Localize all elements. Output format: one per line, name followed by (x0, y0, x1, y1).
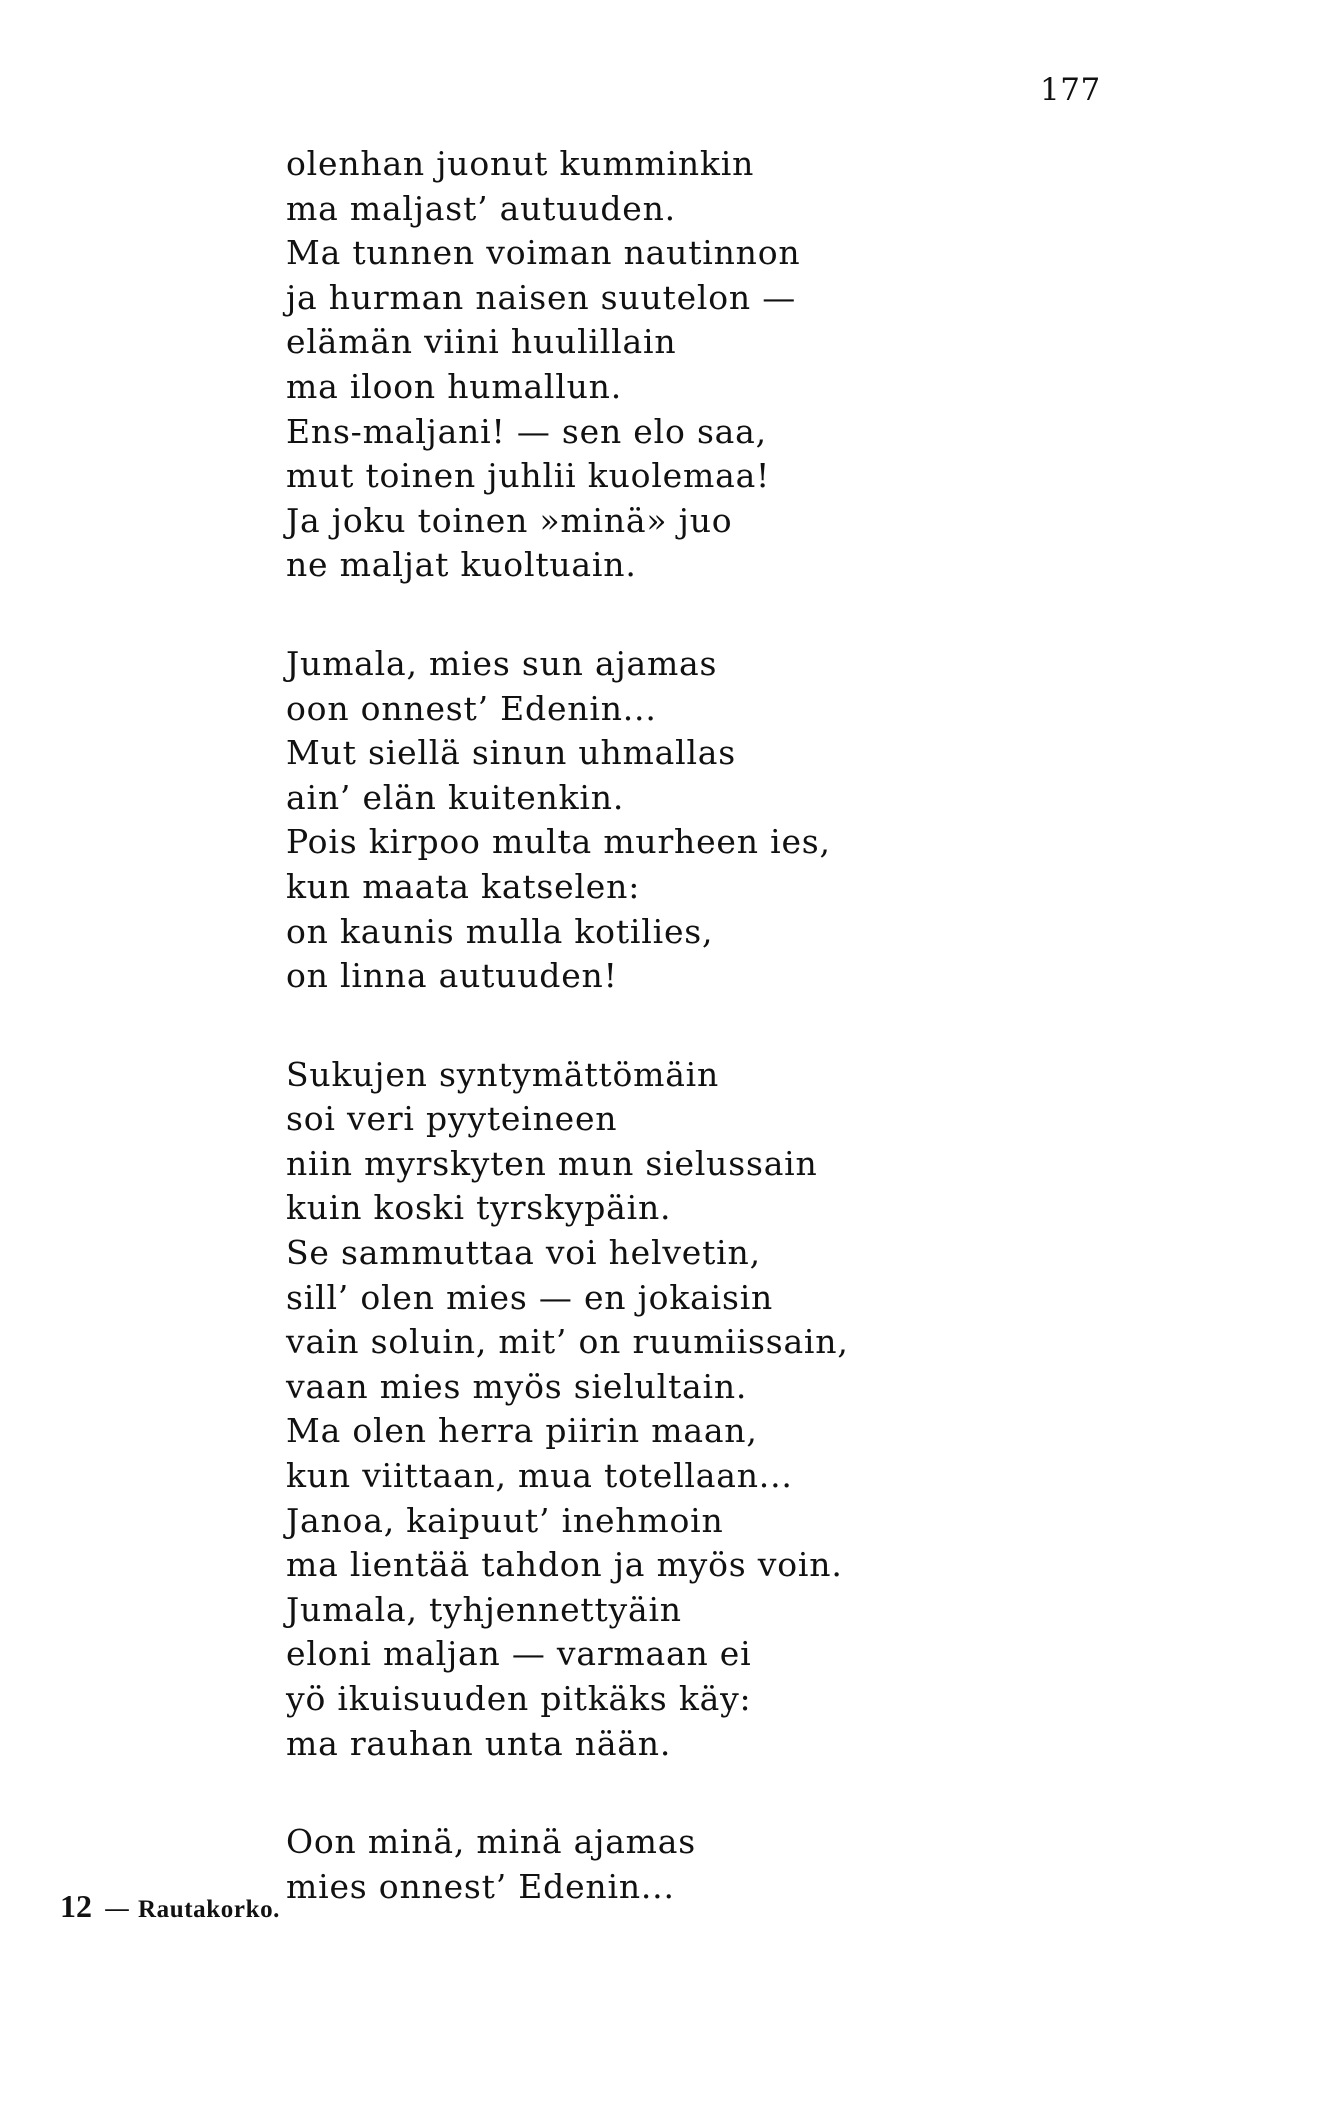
poem-line: vain soluin, mit’ on ruumiissain, (286, 1322, 849, 1362)
poem-line: ma maljast’ autuuden. (286, 188, 676, 228)
poem-line: yö ikuisuuden pitkäks käy: (286, 1679, 752, 1718)
poem-line: ja hurman naisen suutelon — (286, 277, 797, 317)
poem-line: Ja joku toinen »minä» juo (286, 500, 733, 540)
poem-line: ain’ elän kuitenkin. (286, 777, 625, 817)
poem-line: oon onnest’ Edenin... (286, 688, 657, 728)
poem-line: niin myrskyten mun sielussain (286, 1143, 818, 1183)
poem-line: kun viittaan, mua totellaan... (286, 1456, 793, 1496)
poem-line: Pois kirpoo multa murheen ies, (286, 822, 831, 862)
poem-line: elämän viini huulillain (286, 322, 677, 362)
signature-number: 12 (60, 1888, 92, 1924)
poem-line: ma lientää tahdon ja myös voin. (286, 1545, 843, 1585)
signature-title: Rautakorko. (138, 1896, 281, 1923)
poem-line: Ens-maljani! — sen elo saa, (286, 411, 767, 451)
poem-line: olenhan juonut kumminkin (286, 144, 755, 183)
poem-line: mut toinen juhlii kuolemaa! (286, 456, 771, 496)
poem-line: ma rauhan unta nään. (286, 1723, 672, 1763)
poem-line: Jumala, mies sun ajamas (286, 643, 718, 683)
poem-line: sill’ olen mies — en jokaisin (286, 1277, 774, 1317)
poem-line: Oon minä, minä ajamas (286, 1822, 696, 1862)
signature-dash: — (104, 1894, 130, 1924)
poem-line: eloni maljan — varmaan ei (286, 1634, 752, 1674)
poem-line: Ma tunnen voiman nautinnon (286, 233, 801, 273)
printer-signature (60, 1888, 280, 1925)
stanza-2 (286, 642, 1246, 999)
poem-line: kun maata katselen: (286, 866, 641, 906)
stanza-1 (286, 142, 1246, 588)
poem-line: Mut siellä sinun uhmallas (286, 733, 737, 773)
poem-line: Ma olen herra piirin maan, (286, 1411, 758, 1451)
poem-line: ne maljat kuoltuain. (286, 545, 637, 585)
stanza-3 (286, 1053, 1246, 1767)
poem-line: Se sammuttaa voi helvetin, (286, 1233, 761, 1273)
poem-line: on kaunis mulla kotilies, (286, 911, 714, 951)
poem-line: Janoa, kaipuut’ inehmoin (286, 1500, 724, 1540)
poem-line: Sukujen syntymättömäin (286, 1054, 720, 1094)
poem-text (286, 142, 1246, 1963)
page-number: 177 (1040, 72, 1101, 108)
poem-line: on linna autuuden! (286, 956, 618, 996)
poem-line: mies onnest’ Edenin... (286, 1866, 675, 1906)
poem-line: ma iloon humallun. (286, 366, 623, 406)
poem-line: Jumala, tyhjennettyäin (286, 1589, 682, 1629)
poem-line: kuin koski tyrskypäin. (286, 1188, 672, 1228)
poem-line: soi veri pyyteineen (286, 1099, 618, 1139)
stanza-4 (286, 1820, 1246, 1909)
poem-line: vaan mies myös sielultain. (286, 1366, 748, 1406)
